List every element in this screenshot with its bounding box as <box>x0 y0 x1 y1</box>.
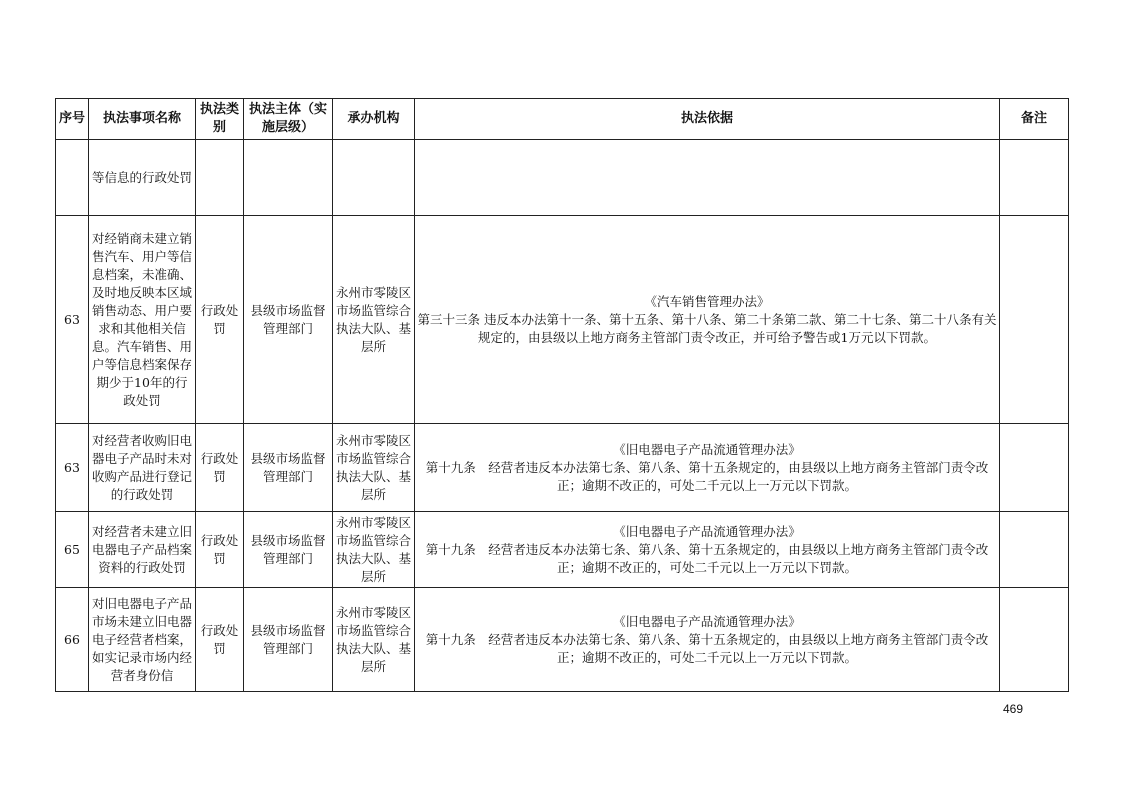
basis-body: 第十九条 经营者违反本办法第七条、第八条、第十五条规定的，由县级以上地方商务主管部门责令改正；逾期不改正的，可处二千元以上一万元以下罚款。 <box>425 459 989 493</box>
header-basis: 执法依据 <box>415 99 1000 140</box>
header-agency: 承办机构 <box>333 99 415 140</box>
basis-title: 《旧电器电子产品流通管理办法》 <box>613 613 801 629</box>
table-row <box>56 588 1069 692</box>
cell-seq <box>56 140 89 216</box>
cell-subject: 县级市场监督管理部门 <box>244 424 333 512</box>
basis-title: 《旧电器电子产品流通管理办法》 <box>613 523 801 539</box>
cell-item-name: 对经营者收购旧电器电子产品时未对收购产品进行登记的行政处罚 <box>89 424 196 512</box>
basis-title: 《汽车销售管理办法》 <box>644 293 770 309</box>
cell-item-name: 对经营者未建立旧电器电子产品档案资料的行政处罚 <box>89 512 196 588</box>
header-item-name: 执法事项名称 <box>89 99 196 140</box>
page-number: 469 <box>1003 702 1024 716</box>
cell-remark <box>1000 588 1069 692</box>
cell-category: 行政处罚 <box>196 512 244 588</box>
enforcement-table <box>55 98 1069 692</box>
cell-agency <box>333 140 415 216</box>
cell-category: 行政处罚 <box>196 216 244 424</box>
table-row <box>56 424 1069 512</box>
cell-seq: 66 <box>56 588 89 692</box>
header-subject: 执法主体（实施层级） <box>244 99 333 140</box>
cell-item-name: 对旧电器电子产品市场未建立旧电器电子经营者档案，如实记录市场内经营者身份信 <box>89 588 196 692</box>
cell-subject <box>244 140 333 216</box>
cell-subject: 县级市场监督管理部门 <box>244 216 333 424</box>
cell-item-name: 对经销商未建立销售汽车、用户等信息档案，未准确、及时地反映本区域销售动态、用户要求和其他相关信息。汽车销售、用户等信息档案保存期少于10年的行政处罚 <box>89 216 196 424</box>
header-remark: 备注 <box>1000 99 1069 140</box>
cell-remark <box>1000 512 1069 588</box>
cell-item-name: 等信息的行政处罚 <box>89 140 196 216</box>
cell-basis <box>415 512 1000 588</box>
cell-remark <box>1000 424 1069 512</box>
cell-seq: 63 <box>56 424 89 512</box>
cell-agency: 永州市零陵区市场监管综合执法大队、基层所 <box>333 216 415 424</box>
cell-category: 行政处罚 <box>196 424 244 512</box>
cell-basis <box>415 588 1000 692</box>
cell-category <box>196 140 244 216</box>
basis-body: 第三十三条 违反本办法第十一条、第十五条、第十八条、第二十条第二款、第二十七条、第二十八条有关规定的，由县级以上地方商务主管部门责令改正，并可给予警告或1万元以下罚款。 <box>417 311 997 345</box>
cell-basis <box>415 216 1000 424</box>
cell-basis <box>415 424 1000 512</box>
cell-seq: 63 <box>56 216 89 424</box>
table-row <box>56 140 1069 216</box>
cell-subject: 县级市场监督管理部门 <box>244 512 333 588</box>
cell-remark <box>1000 216 1069 424</box>
cell-agency: 永州市零陵区市场监管综合执法大队、基层所 <box>333 588 415 692</box>
cell-seq: 65 <box>56 512 89 588</box>
table-header-row <box>56 99 1069 140</box>
basis-body: 第十九条 经营者违反本办法第七条、第八条、第十五条规定的，由县级以上地方商务主管部门责令改正；逾期不改正的，可处二千元以上一万元以下罚款。 <box>425 541 989 575</box>
header-seq: 序号 <box>56 99 89 140</box>
cell-agency: 永州市零陵区市场监管综合执法大队、基层所 <box>333 424 415 512</box>
table-row <box>56 512 1069 588</box>
table-row <box>56 216 1069 424</box>
cell-basis <box>415 140 1000 216</box>
cell-remark <box>1000 140 1069 216</box>
cell-subject: 县级市场监督管理部门 <box>244 588 333 692</box>
basis-title: 《旧电器电子产品流通管理办法》 <box>613 441 801 457</box>
header-category: 执法类别 <box>196 99 244 140</box>
basis-body: 第十九条 经营者违反本办法第七条、第八条、第十五条规定的，由县级以上地方商务主管部门责令改正；逾期不改正的，可处二千元以上一万元以下罚款。 <box>425 631 989 665</box>
cell-agency: 永州市零陵区市场监管综合执法大队、基层所 <box>333 512 415 588</box>
cell-category: 行政处罚 <box>196 588 244 692</box>
